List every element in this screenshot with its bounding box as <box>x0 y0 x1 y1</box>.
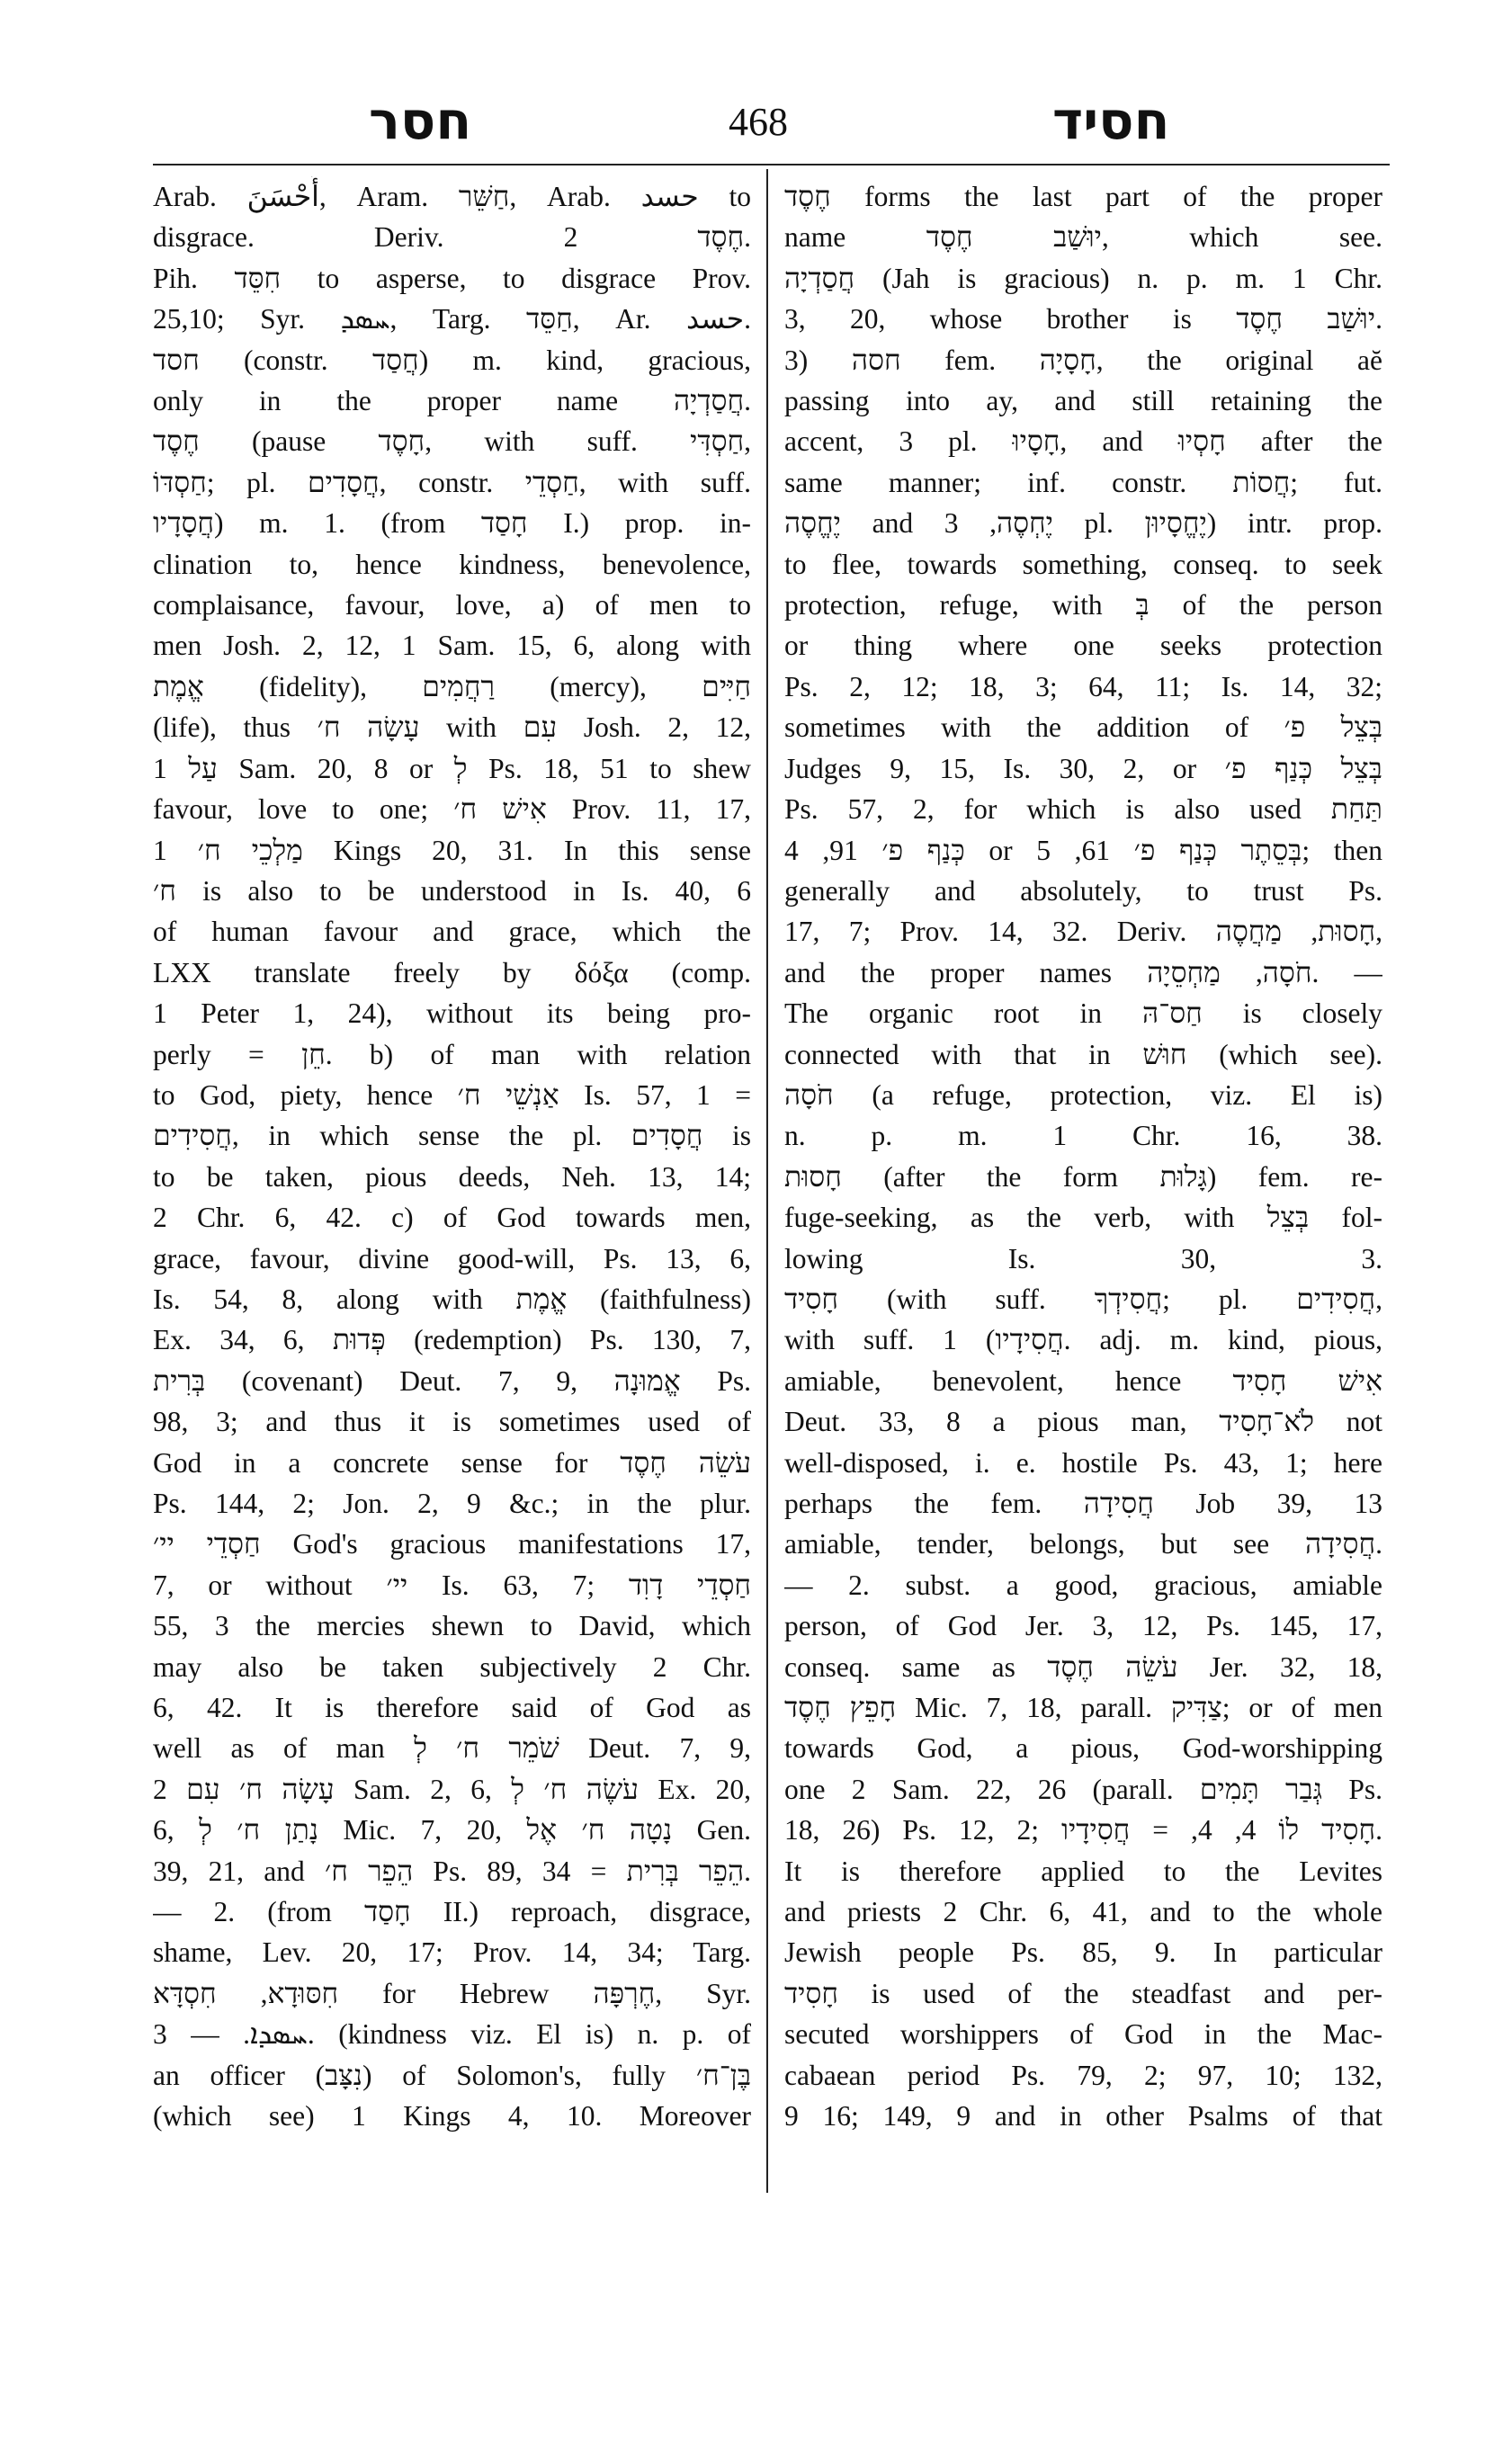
text-line: towards God, a pious, God-worshipping <box>784 1732 1382 1765</box>
text-line: lowing Is. 30, 3. <box>784 1242 1382 1274</box>
text-line: protection, refuge, with בְּ of the person <box>784 589 1382 621</box>
text-line: or thing where one seeks protection <box>784 630 1382 662</box>
text-line: only in the proper name חֲסַדְיָה. <box>153 385 751 417</box>
page-header <box>153 90 1394 162</box>
text-line: 55, 3 the mercies shewn to David, which <box>153 1610 751 1642</box>
text-line: to God, piety, hence אַנְשֵׁי ח׳ Is. 57, 1 = <box>153 1078 751 1111</box>
text-line: חַסְדֵי יי׳ God's gracious manifestations 17, <box>153 1528 751 1560</box>
text-line: The organic root in חַס־הּ is closely <box>784 997 1382 1030</box>
text-line: well-disposed, i. e. hostile Ps. 43, 1; here <box>784 1446 1382 1479</box>
text-line: — 2. subst. a good, gracious, amiable <box>784 1569 1382 1601</box>
text-line: ܚܣܕܐ. — 3. (kindness viz. El is) n. p. of <box>153 2018 751 2051</box>
text-line: and the proper names חֹסָה, מַחְסֵיָה. — <box>784 956 1382 988</box>
text-line: Pih. חִסֵּד to asperse, to disgrace Prov. <box>153 262 751 294</box>
text-line: חָסוּת (after the form גָּלוּת) fem. re- <box>784 1160 1382 1193</box>
text-line: 17, 7; Prov. 14, 32. Deriv. חָסוּת, מַחֲסֶה, <box>784 916 1382 948</box>
right-column <box>784 176 1382 2137</box>
text-line: 98, 3; and thus it is sometimes used of <box>153 1406 751 1438</box>
text-line: חֲסִידִים, in which sense the pl. חֲסָדִים is <box>153 1120 751 1152</box>
text-line: sometimes with the addition of בְּצֵל פ׳ <box>784 711 1382 744</box>
text-line: עַל 1 Sam. 20, 8 or לְ Ps. 18, 51 to shew <box>153 752 751 784</box>
text-line: 1 Peter 1, 24), without its being pro- <box>153 997 751 1030</box>
text-line: 6, נָתַן ח׳ לְ Mic. 7, 20, נָטָה ח׳ אֶל Gen. <box>153 1814 751 1846</box>
text-line: connected with that in חוּשׁ (which see). <box>784 1038 1382 1070</box>
text-line: Arab. أَحْسَنَ, Aram. חַשֵּׁר, Arab. حسد to <box>153 181 751 212</box>
text-line: amiable, tender, belongs, but see חֲסִידָה. <box>784 1528 1382 1560</box>
text-line: 18, 26) Ps. 12, 2; חָסִיד לוֹ 4, 4, = חֲסִידָיו. <box>784 1814 1382 1846</box>
text-line: secuted worshippers of God in the Mac- <box>784 2018 1382 2051</box>
text-line: to flee, towards something, conseq. to seek <box>784 548 1382 580</box>
text-line: one 2 Sam. 22, 26 (parall. גְּבַר תָּמִים Ps. <box>784 1773 1382 1805</box>
text-line: n. p. m. 1 Chr. 16, 38. <box>784 1120 1382 1152</box>
text-line: Ex. 34, 6, פְּדוּת (redemption) Ps. 130, 7, <box>153 1324 751 1356</box>
text-line: cabaean period Ps. 79, 2; 97, 10; 132, <box>784 2059 1382 2091</box>
text-line: חֶסֶד (pause חָסֶד, with suff. חַסְדִּי, <box>153 425 751 458</box>
text-line: and priests 2 Chr. 6, 41, and to the whole <box>784 1896 1382 1928</box>
text-line: 39, 21, and הֵפֵר ח׳ Ps. 89, 34 = הֵפֵר בְּרִית. <box>153 1855 751 1887</box>
text-line: 25,10; Syr. ܚܣܕ, Targ. חַסֵּד, Ar. حسد. <box>153 303 751 335</box>
text-line: Ps. 2, 12; 18, 3; 64, 11; Is. 14, 32; <box>784 670 1382 702</box>
text-line: perly = חֵן. b) of man with relation <box>153 1038 751 1070</box>
text-line: מַלְכֵי ח׳ 1 Kings 20, 31. In this sense <box>153 834 751 866</box>
header-left-guide-word: חסר <box>369 90 472 151</box>
page-number: 468 <box>729 100 788 144</box>
text-line: It is therefore applied to the Levites <box>784 1855 1382 1887</box>
text-line: clination to, hence kindness, benevolence, <box>153 548 751 580</box>
header-right-guide-word: חסיד <box>1052 90 1170 151</box>
text-line: grace, favour, divine good-will, Ps. 13, 6, <box>153 1242 751 1274</box>
text-line: men Josh. 2, 12, 1 Sam. 15, 6, along with <box>153 630 751 662</box>
text-line: Ps. 57, 2, for which is also used תַּחַת <box>784 793 1382 826</box>
text-line: passing into ay, and still retaining the <box>784 385 1382 417</box>
text-line: same manner; inf. constr. חֲסוֹת; fut. <box>784 466 1382 498</box>
text-line: בְּרִית (covenant) Deut. 7, 9, אֱמוּנָה Ps. <box>153 1364 751 1397</box>
text-line: well as of man שֹׁמֵר ח׳ לְ Deut. 7, 9, <box>153 1732 751 1765</box>
text-line: Judges 9, 15, Is. 30, 2, or בְּצֵל כְּנַף פ׳ <box>784 752 1382 784</box>
text-line: Ps. 144, 2; Jon. 2, 9 &c.; in the plur. <box>153 1488 751 1519</box>
text-line: חֲסָדָיו) m. 1. (from חָסַד I.) prop. in- <box>153 507 751 540</box>
header-rule <box>153 164 1390 165</box>
text-line: disgrace. Deriv. חֶסֶד 2. <box>153 221 751 254</box>
text-line: generally and absolutely, to trust Ps. <box>784 874 1382 907</box>
text-line: complaisance, favour, love, a) of men to <box>153 589 751 621</box>
text-line: 7, or without יי׳ Is. 63, 7; חַסְדֵי דָוִד <box>153 1569 751 1601</box>
text-line: Deut. 33, 8 a pious man, לֹא־חָסִיד not <box>784 1406 1382 1438</box>
text-line: חסד (constr. חֲסַד) m. kind, gracious, <box>153 344 751 376</box>
text-line: accent, 3 pl. חָסָיוּ, and חָסְיוּ after the <box>784 425 1382 458</box>
text-line: (life), thus עָשָׂה ח׳ with עִם Josh. 2, 12, <box>153 711 751 744</box>
text-line: חַסְדּוֹ; pl. חֲסָדִים, constr. חַסְדֵי, with suff. <box>153 466 751 498</box>
text-line: to be taken, pious deeds, Neh. 13, 14; <box>153 1160 751 1193</box>
text-line: amiable, benevolent, hence אִישׁ חָסִיד <box>784 1364 1382 1397</box>
text-line: fuge-seeking, as the verb, with בְּצֵל fol- <box>784 1202 1382 1234</box>
text-line: חֹסָה (a refuge, protection, viz. El is) <box>784 1078 1382 1111</box>
text-line: חסה (3 fem. חָסָיָה, the original aĕ <box>784 344 1382 376</box>
text-line: person, of God Jer. 3, 12, Ps. 145, 17, <box>784 1610 1382 1642</box>
text-line: may also be taken subjectively 2 Chr. <box>153 1650 751 1683</box>
text-line: כְּנַף פ׳ 91, 4 or בְּסֵתֶר כְּנַף פ׳ 61, 5; then <box>784 834 1382 866</box>
text-line: of human favour and grace, which the <box>153 916 751 948</box>
text-line: Jewish people Ps. 85, 9. In particular <box>784 1936 1382 1969</box>
text-line: אֱמֶת (fidelity), רַחֲמִים (mercy), חַיִּים <box>153 670 751 702</box>
text-line: יֶחֱסֶה and יֶחְסֶה, 3 pl. יֶחֱסָיוּן) intr. prop. <box>784 507 1382 540</box>
text-line: favour, love to one; אִישׁ ח׳ Prov. 11, 17, <box>153 793 751 826</box>
text-line: חֲסַדְיָה (Jah is gracious) n. p. m. 1 Chr. <box>784 262 1382 294</box>
text-line: חִסּוּדָא, חִסְדָּא for Hebrew חֶרְפָּה, Syr. <box>153 1977 751 2009</box>
text-line: חָסִיד (with suff. חֲסִידְךָ; pl. חֲסִידִים, <box>784 1283 1382 1315</box>
text-line: shame, Lev. 20, 17; Prov. 14, 34; Targ. <box>153 1936 751 1969</box>
text-line: Is. 54, 8, along with אֱמֶת (faithfulness) <box>153 1283 751 1315</box>
text-line: חָסִיד is used of the steadfast and per- <box>784 1977 1382 2009</box>
left-column <box>153 176 751 2137</box>
text-line: חֶסֶד forms the last part of the proper <box>784 181 1382 212</box>
text-line: ח׳ is also to be understood in Is. 40, 6 <box>153 874 751 907</box>
text-line: name יוּשַׁב חֶסֶד, which see. <box>784 221 1382 254</box>
text-line: 6, 42. It is therefore said of God as <box>153 1692 751 1724</box>
text-line: perhaps the fem. חֲסִידָה Job 39, 13 <box>784 1488 1382 1519</box>
text-line: — 2. (from חָסַד II.) reproach, disgrace, <box>153 1896 751 1928</box>
text-line: God in a concrete sense for עֹשֵׂה חֶסֶד <box>153 1446 751 1479</box>
column-divider <box>766 169 768 2193</box>
text-line: conseq. same as עֹשֵׂה חֶסֶד Jer. 32, 18, <box>784 1650 1382 1683</box>
text-line: חָפֵץ חֶסֶד Mic. 7, 18, parall. צַדִּיק; or of men <box>784 1692 1382 1724</box>
text-line: עָשָׂה ח׳ עִם 2 Sam. 2, 6, עֹשֶׂה ח׳ לְ Ex. 20, <box>153 1773 751 1805</box>
text-line: 3, 20, whose brother is יוּשַׁב חֶסֶד. <box>784 303 1382 335</box>
text-line: with suff. חֲסִידָיו) 1. adj. m. kind, pious, <box>784 1324 1382 1356</box>
text-line: 2 Chr. 6, 42. c) of God towards men, <box>153 1202 751 1234</box>
text-line: (which see) 1 Kings 4, 10. Moreover <box>153 2100 751 2133</box>
text-line: 9 16; 149, 9 and in other Psalms of that <box>784 2100 1382 2133</box>
text-line: an officer (נִצָּב) of Solomon's, fully בֶּן־ח׳ <box>153 2059 751 2091</box>
text-line: LXX translate freely by δόξα (comp. <box>153 956 751 988</box>
